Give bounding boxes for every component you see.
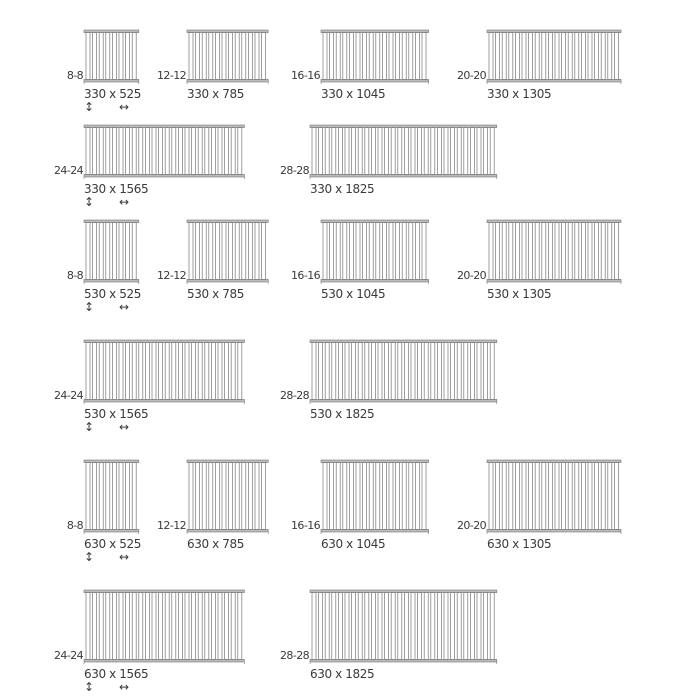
dimensions-label: 630 x 1565 — [84, 667, 149, 681]
height-arrow-icon: ↕ — [84, 550, 95, 564]
dimensions-label: 630 x 1825 — [310, 667, 375, 681]
dimensions-label: 530 x 1305 — [487, 287, 552, 301]
model-code: 16-16 — [291, 519, 320, 532]
width-arrow-icon: ↔ — [119, 550, 130, 564]
model-code: 12-12 — [157, 269, 186, 282]
model-code: 8-8 — [66, 69, 83, 82]
model-code: 12-12 — [157, 69, 186, 82]
radiator-drawing — [84, 125, 244, 179]
model-code: 24-24 — [54, 649, 83, 662]
width-arrow-icon: ↔ — [119, 420, 130, 434]
model-code: 16-16 — [291, 69, 320, 82]
model-code: 16-16 — [291, 269, 320, 282]
model-code: 8-8 — [66, 269, 83, 282]
radiator-drawing — [487, 220, 621, 284]
radiator-drawing — [321, 30, 429, 84]
radiator-drawing — [310, 125, 497, 179]
model-code: 8-8 — [66, 519, 83, 532]
dimensions-label: 630 x 525 — [84, 537, 141, 551]
radiator-drawing — [84, 220, 139, 284]
radiator-drawing — [187, 220, 268, 284]
dimensions-label: 330 x 785 — [187, 87, 244, 101]
dimensions-label: 330 x 525 — [84, 87, 141, 101]
width-arrow-icon: ↔ — [119, 195, 130, 209]
height-arrow-icon: ↕ — [84, 195, 95, 209]
dimensions-label: 630 x 785 — [187, 537, 244, 551]
dimensions-label: 530 x 1565 — [84, 407, 149, 421]
model-code: 28-28 — [280, 164, 309, 177]
radiator-drawing — [187, 460, 268, 534]
dimensions-label: 530 x 525 — [84, 287, 141, 301]
width-arrow-icon: ↔ — [119, 300, 130, 314]
radiator-drawing — [487, 460, 621, 534]
height-arrow-icon: ↕ — [84, 100, 95, 114]
radiator-drawing — [321, 220, 429, 284]
model-code: 20-20 — [457, 269, 486, 282]
radiator-drawing — [84, 590, 244, 664]
dimensions-label: 330 x 1045 — [321, 87, 386, 101]
height-arrow-icon: ↕ — [84, 300, 95, 314]
radiator-drawing — [84, 340, 244, 404]
model-code: 24-24 — [54, 389, 83, 402]
dimensions-label: 330 x 1565 — [84, 182, 149, 196]
dimensions-label: 330 x 1825 — [310, 182, 375, 196]
radiator-drawing — [487, 30, 621, 84]
dimensions-label: 530 x 1045 — [321, 287, 386, 301]
dimensions-label: 530 x 785 — [187, 287, 244, 301]
dimensions-label: 630 x 1045 — [321, 537, 386, 551]
width-arrow-icon: ↔ — [119, 680, 130, 694]
radiator-drawing — [321, 460, 429, 534]
dimensions-label: 330 x 1305 — [487, 87, 552, 101]
radiator-drawing — [187, 30, 268, 84]
radiator-drawing — [84, 460, 139, 534]
radiator-drawing — [84, 30, 139, 84]
radiator-drawing — [310, 340, 497, 404]
radiator-drawing — [310, 590, 497, 664]
model-code: 28-28 — [280, 649, 309, 662]
height-arrow-icon: ↕ — [84, 420, 95, 434]
model-code: 12-12 — [157, 519, 186, 532]
model-code: 28-28 — [280, 389, 309, 402]
model-code: 24-24 — [54, 164, 83, 177]
dimensions-label: 530 x 1825 — [310, 407, 375, 421]
width-arrow-icon: ↔ — [119, 100, 130, 114]
model-code: 20-20 — [457, 69, 486, 82]
height-arrow-icon: ↕ — [84, 680, 95, 694]
dimensions-label: 630 x 1305 — [487, 537, 552, 551]
model-code: 20-20 — [457, 519, 486, 532]
